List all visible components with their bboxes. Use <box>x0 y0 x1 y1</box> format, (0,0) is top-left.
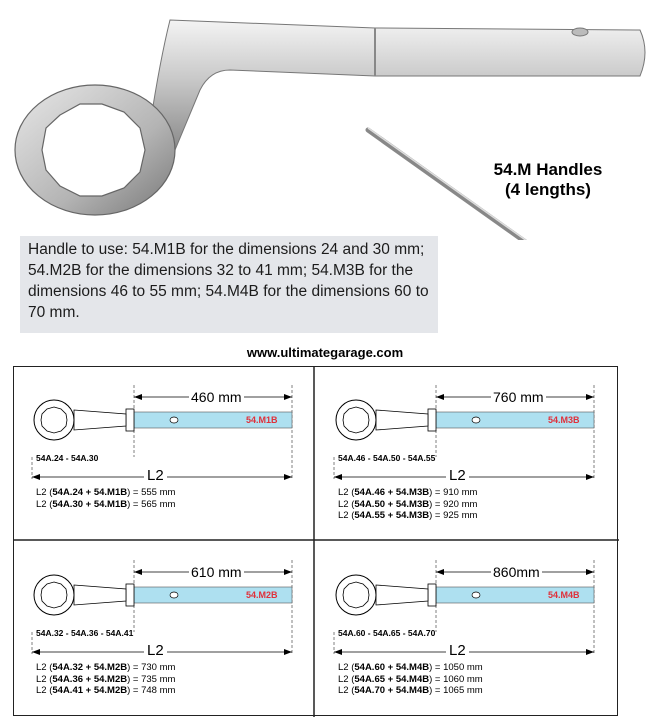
l2-row <box>338 510 477 522</box>
dimension-panel <box>316 542 616 715</box>
l2-value: ) = 925 mm <box>429 510 478 521</box>
l2-row <box>36 674 175 686</box>
l2-list <box>36 487 175 510</box>
l2-row <box>36 499 175 511</box>
l2-label: L2 <box>144 467 167 484</box>
l2-prefix: L2 ( <box>36 487 53 498</box>
handle-code: 54.M3B <box>548 415 580 425</box>
l2-value: ) = 555 mm <box>127 487 176 498</box>
dimension-panel <box>316 367 616 540</box>
handles-title-line2: (4 lengths) <box>505 180 591 199</box>
handle-length: 610 mm <box>191 564 242 580</box>
l2-prefix: L2 ( <box>36 685 53 696</box>
l2-value: ) = 565 mm <box>127 498 176 510</box>
l2-label: L2 <box>446 642 469 659</box>
dimension-panel <box>14 542 314 715</box>
dimension-panels <box>13 366 618 716</box>
l2-prefix: L2 ( <box>36 673 53 685</box>
l2-combo: 54A.65 + 54.M4B <box>354 673 430 685</box>
handle-length: 460 mm <box>191 389 242 405</box>
l2-combo: 54A.24 + 54.M1B <box>52 487 128 498</box>
l2-value: ) = 1050 mm <box>429 662 483 673</box>
handles-title-line1: 54.M Handles <box>493 160 603 179</box>
l2-prefix: L2 ( <box>338 487 355 498</box>
l2-value: ) = 730 mm <box>127 662 176 673</box>
l2-prefix: L2 ( <box>36 498 53 510</box>
l2-value: ) = 735 mm <box>127 673 176 685</box>
website-url: www.ultimategarage.com <box>246 345 404 360</box>
l2-combo: 54A.55 + 54.M3B <box>354 510 430 521</box>
l2-row <box>36 685 175 697</box>
l2-value: ) = 1065 mm <box>429 685 483 696</box>
l2-row <box>338 662 483 674</box>
l2-label: L2 <box>446 467 469 484</box>
l2-combo: 54A.50 + 54.M3B <box>354 498 430 510</box>
l2-row <box>338 499 477 511</box>
handle-length: 760 mm <box>493 389 544 405</box>
l2-value: ) = 1060 mm <box>429 673 483 685</box>
wrench-sizes: 54A.46 - 54A.50 - 54A.55 <box>338 453 436 463</box>
l2-row <box>36 662 175 674</box>
l2-row <box>36 487 175 499</box>
l2-prefix: L2 ( <box>338 662 355 673</box>
l2-value: ) = 920 mm <box>429 498 478 510</box>
l2-label: L2 <box>144 642 167 659</box>
l2-list <box>338 487 477 522</box>
handle-code: 54.M2B <box>246 590 278 600</box>
handle-length: 860mm <box>493 564 540 580</box>
dimension-panel <box>14 367 314 540</box>
handle-code: 54.M4B <box>548 590 580 600</box>
l2-combo: 54A.46 + 54.M3B <box>354 487 430 498</box>
l2-row <box>338 487 477 499</box>
wrench-photo <box>0 0 661 240</box>
wrench-sizes: 54A.24 - 54A.30 <box>36 453 99 463</box>
l2-combo: 54A.32 + 54.M2B <box>52 662 128 673</box>
l2-row <box>338 674 483 686</box>
l2-value: ) = 910 mm <box>429 487 478 498</box>
l2-combo: 54A.41 + 54.M2B <box>52 685 128 696</box>
l2-combo: 54A.70 + 54.M4B <box>354 685 430 696</box>
l2-prefix: L2 ( <box>338 685 355 696</box>
l2-prefix: L2 ( <box>338 673 355 685</box>
l2-list <box>36 662 175 697</box>
l2-row <box>338 685 483 697</box>
l2-value: ) = 748 mm <box>127 685 176 696</box>
handles-title <box>468 160 628 200</box>
handle-code: 54.M1B <box>246 415 278 425</box>
wrench-sizes: 54A.32 - 54A.36 - 54A.41 <box>36 628 134 638</box>
wrench-sizes: 54A.60 - 54A.65 - 54A.70 <box>338 628 436 638</box>
l2-combo: 54A.36 + 54.M2B <box>52 673 128 685</box>
l2-prefix: L2 ( <box>338 510 355 521</box>
handle-usage-info: Handle to use: 54.M1B for the dimensions 24 and 30 mm; 54.M2B for the dimensions 32 to 41 mm; 54.M3B for the dimensions 46 to 55 mm; 54.M4B for the dimensions 60 to 70 mm. <box>20 236 438 333</box>
l2-list <box>338 662 483 697</box>
l2-prefix: L2 ( <box>36 662 53 673</box>
l2-combo: 54A.30 + 54.M1B <box>52 498 128 510</box>
l2-combo: 54A.60 + 54.M4B <box>354 662 430 673</box>
l2-prefix: L2 ( <box>338 498 355 510</box>
